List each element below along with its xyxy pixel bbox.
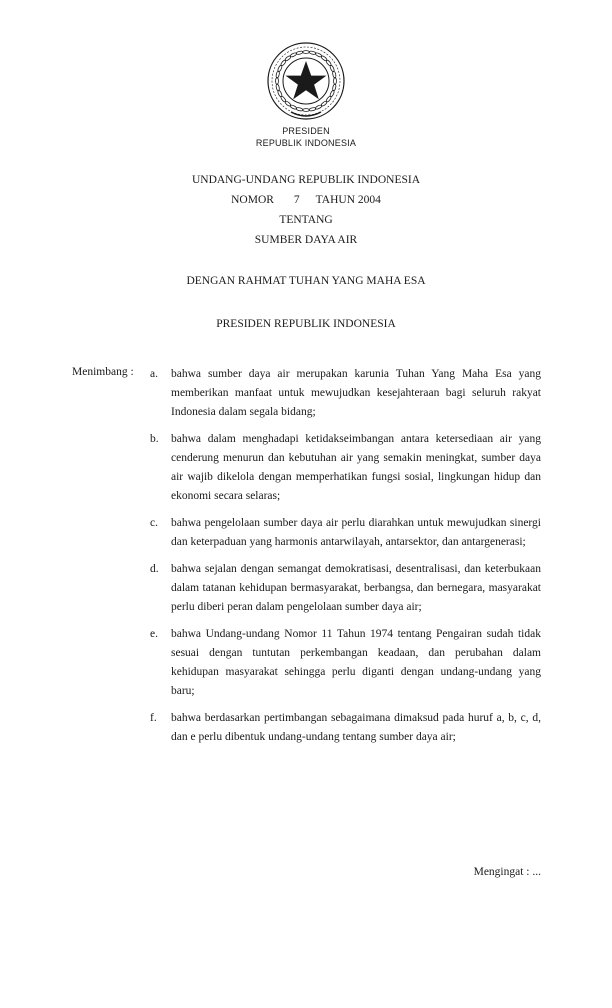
tentang-label: TENTANG <box>279 214 333 226</box>
list-item-letter: e. <box>150 628 158 640</box>
garuda-pancasila-emblem-icon <box>265 40 347 122</box>
list-item <box>150 625 541 701</box>
list-item-letter: d. <box>150 563 159 575</box>
blessing-line: DENGAN RAHMAT TUHAN YANG MAHA ESA <box>186 275 426 287</box>
tahun-label: TAHUN 2004 <box>315 194 381 206</box>
menimbang-label: Menimbang : <box>72 366 134 378</box>
list-item <box>150 365 541 422</box>
law-title: UNDANG-UNDANG REPUBLIK INDONESIA <box>191 174 421 186</box>
nomor-value: 7 <box>293 194 300 206</box>
list-item-letter: c. <box>150 517 158 529</box>
list-item <box>150 514 541 552</box>
president-header-line1: PRESIDEN <box>282 126 330 136</box>
law-number-line <box>0 194 612 206</box>
menimbang-list <box>150 365 541 755</box>
list-item-letter: b. <box>150 433 159 445</box>
list-item-letter: a. <box>150 368 158 380</box>
list-item <box>150 560 541 617</box>
list-item <box>150 430 541 506</box>
list-item-text: bahwa sejalan dengan semangat demokratisasi, desentralisasi, dan keterbukaan dalam tatanan kehidupan bermasyarakat, berbangsa, dan bernegara, masyarakat perlu diberi peran dalam pengelolaan sumber daya air; <box>171 563 541 613</box>
list-item-text: bahwa Undang-undang Nomor 11 Tahun 1974 tentang Pengairan sudah tidak sesuai dengan tuntutan perkembangan keadaan, dan perubahan dalam kehidupan masyarakat sehingga perlu diganti dengan undang-undang yang baru; <box>171 628 541 697</box>
law-subject: SUMBER DAYA AIR <box>254 234 358 246</box>
president-line: PRESIDEN REPUBLIK INDONESIA <box>216 318 396 330</box>
nomor-label: NOMOR <box>231 194 274 206</box>
president-header-line2: REPUBLIK INDONESIA <box>255 138 357 148</box>
next-page-marker: Mengingat : ... <box>473 866 541 878</box>
list-item-text: bahwa berdasarkan pertimbangan sebagaimana dimaksud pada huruf a, b, c, d, dan e perlu dibentuk undang-undang tentang sumber daya air; <box>171 712 541 743</box>
list-item-text: bahwa dalam menghadapi ketidakseimbangan antara ketersediaan air yang cenderung menurun dan kebutuhan air yang semakin meningkat, sumber daya air wajib dikelola dengan memperhatikan fungsi sosial, lingkungan hidup dan ekonomi secara selaras; <box>171 433 541 502</box>
list-item-text: bahwa pengelolaan sumber daya air perlu diarahkan untuk mewujudkan sinergi dan keterpaduan yang harmonis antarwilayah, antarsektor, dan antargenerasi; <box>171 517 541 548</box>
list-item <box>150 709 541 747</box>
list-item-text: bahwa sumber daya air merupakan karunia Tuhan Yang Maha Esa yang memberikan manfaat untuk mewujudkan kesejahteraan bagi seluruh rakyat Indonesia dalam segala bidang; <box>171 368 541 418</box>
list-item-letter: f. <box>150 712 157 724</box>
